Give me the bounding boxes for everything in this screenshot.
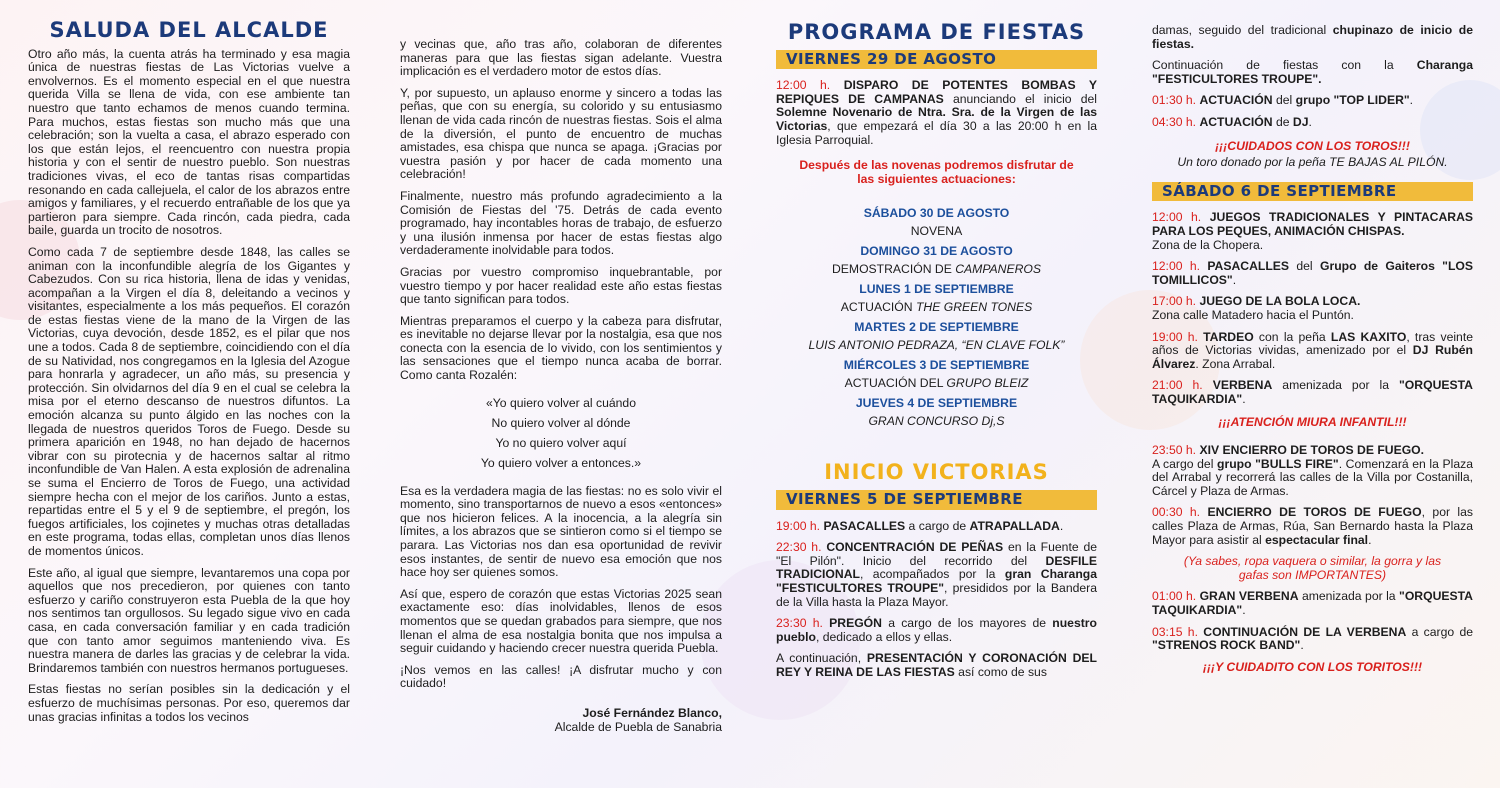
event-text: Zona calle Matadero hacia el Puntón. <box>1152 307 1354 322</box>
event-item <box>776 79 1097 147</box>
saluda-paragraph: Otro año más, la cuenta atrás ha terminado y esa magia única de nuestras fiestas de Las Victorias vuelve a envolvernos. Es el momento especial en el que nuestra querida Villa se llena de vida, con ese ambiente tan nuestro que tanto echamos de menos cuando termina. Para muchos, estas fiestas son mucho más que una celebración; son la vuelta a casa, el abrazo esperado con los que están lejos, el reencuentro con nuestra propia historia y con el sentir de nuestro pueblo. Son nuestras tradiciones vivas, el eco de tantas risas compartidas resonando en cada callejuela, el calor de los abrazos entre amigos y familiares, y el recuerdo entrañable de los que ya partieron para siempre. Cada rincón, cada piedra, cada baile, guarda un trocito de nosotros. <box>28 46 350 238</box>
event-title: JUEGO DE LA BOLA LOCA. <box>1199 294 1361 309</box>
novena-item <box>776 280 1097 316</box>
event-text: . Comenzará en la Plaza del Arrabal y recorrerá las calles de la Villa por Costanilla, Cárcel y Plaza de Armas. <box>1152 456 1473 498</box>
novena-day: LUNES 1 DE SEPTIEMBRE <box>859 282 1014 297</box>
event-text: de <box>1272 114 1293 129</box>
novena-day: MARTES 2 DE SEPTIEMBRE <box>854 320 1019 335</box>
event-time: 21:00 h. <box>1152 378 1203 393</box>
event-item: 21:00 h. VERBENA amenizada por la "ORQUESTA TAQUIKARDIA". <box>1152 378 1473 406</box>
event-text: del <box>1272 93 1296 108</box>
novena-item <box>776 356 1097 392</box>
event-time: 12:00 h. <box>776 78 831 93</box>
novena-day: MIÉRCOLES 3 DE SEPTIEMBRE <box>843 358 1030 373</box>
inicio-title: INICIO VICTORIAS <box>824 460 1049 485</box>
novena-item <box>776 242 1097 278</box>
event-time: 23:50 h. <box>1152 443 1197 458</box>
novena-act-italic: THE GREEN TONES <box>915 300 1033 315</box>
signature-name: José Fernández Blanco, <box>582 705 722 720</box>
saluda-paragraph: y vecinas que, año tras año, colaboran de diferentes maneras para que las fiestas sigan adelante. Vuestra implicación es el verdadero motor de estos días. <box>400 37 722 79</box>
event-title: JUEGOS TRADICIONALES Y PINTACARAS PARA LOS PEQUES, ANIMACIÓN CHISPAS. <box>1152 210 1473 238</box>
event-time: 12:00 h. <box>1152 210 1202 225</box>
warning-block <box>1152 140 1473 170</box>
event-item <box>776 652 1097 679</box>
event-highlight: gran Charanga "FESTICULTORES TROUPE" <box>776 567 1097 595</box>
novena-act-italic: GRUPO BLEIZ <box>946 376 1029 391</box>
saluda-paragraph: Mientras preparamos el cuerpo y la cabeza para disfrutar, es inevitable no dejarse llevar por la nostalgia, esa que nos conecta con la esencia de lo vivido, con los sentimientos y las sensaciones que el tiempo nunca acaba de borrar. Como canta Rozalén: <box>400 313 722 383</box>
saluda-title: SALUDA DEL ALCALDE <box>49 18 329 42</box>
saluda-paragraph: Así que, espero de corazón que estas Victorias 2025 sean exactamente eso: días inolvidables, llenos de esos momentos que se quedan grabados para siempre, que nos llenan el alma de esa nostalgia bonita que nos impulsa a seguir cuidando y haciendo crecer nuestra querida Puebla. <box>400 586 722 656</box>
event-highlight: DESFILE TRADICIONAL <box>776 553 1097 582</box>
event-item <box>1152 295 1473 322</box>
event-item: 04:30 h. ACTUACIÓN de DJ. <box>1152 114 1312 129</box>
event-title: ACTUACIÓN <box>1199 93 1273 108</box>
event-time: 19:00 h. <box>1152 329 1198 344</box>
saluda-paragraph: Este año, al igual que siempre, levantaremos una copa por aquellos que nos precedieron, por quienes con tanto esfuerzo y cariño construyeron esta Puebla de la que hoy nos sentimos tan orgullosos. Su legado sigue vivo en cada casa, en cada conversación familiar y en cada tradición que con tanto amor seguimos manteniendo viva. Es nuestra manera de darles las gracias y de celebrar la vida. Brindaremos también con nuestros hermanos portugueses. <box>28 565 350 675</box>
event-title: VERBENA <box>1212 378 1273 393</box>
saluda-paragraph: Finalmente, nuestro más profundo agradecimiento a la Comisión de Fiestas del '75. Detrás de cada evento programado, hay incontables horas de trabajo, de esfuerzo y una ilusión inmensa por hacer de estas fiestas algo verdaderamente inolvidable para todos. <box>400 188 722 258</box>
event-text: amenizada por la <box>1272 378 1400 393</box>
event-title: CONTINUACIÓN DE LA VERBENA <box>1203 624 1407 639</box>
event-highlight: "ORQUESTA TAQUIKARDIA" <box>1152 378 1473 406</box>
event-item <box>776 617 1097 644</box>
event-time: 01:30 h. <box>1152 93 1197 108</box>
song-verse <box>400 393 722 473</box>
event-highlight: ATRAPALLADA <box>969 518 1060 533</box>
day-band: SÁBADO 6 DE SEPTIEMBRE <box>1152 182 1473 202</box>
novenas-list <box>776 204 1097 430</box>
event-title: CONCENTRACIÓN DE PEÑAS <box>826 540 1004 555</box>
event-text: damas, seguido del tradicional <box>1152 23 1333 37</box>
saluda-paragraph: Estas fiestas no serían posibles sin la dedicación y el esfuerzo de muchísimas personas. Por eso, queremos dar unas gracias infinitas a todos los vecinos <box>28 682 350 724</box>
event-item <box>1152 331 1473 372</box>
event-title: ENCIERRO DE TOROS DE FUEGO <box>1207 505 1422 520</box>
event-highlight: Charanga "FESTICULTORES TROUPE". <box>1152 58 1473 86</box>
event-text: . Zona Arrabal. <box>1195 356 1276 371</box>
column-programa <box>776 0 1097 687</box>
novena-day: SÁBADO 30 DE AGOSTO <box>863 206 1010 221</box>
event-text: del <box>1289 259 1320 274</box>
event-title: DISPARO DE POTENTES BOMBAS Y REPIQUES DE CAMPANAS <box>776 78 1098 106</box>
verse-line: Yo quiero volver a entonces.» <box>480 455 642 470</box>
event-highlight: chupinazo de inicio de fiestas. <box>1152 23 1473 51</box>
event-text: amenizada por la <box>1298 589 1400 604</box>
verse-line: Yo no quiero volver aquí <box>495 435 627 450</box>
event-title: ACTUACIÓN <box>1199 114 1273 129</box>
event-time: 01:00 h. <box>1152 589 1197 604</box>
event-text: , por las calles Plaza de Armas, Rúa, San Bernardo hasta la Plaza Mayor para asistir al <box>1152 505 1473 547</box>
saluda-paragraph: Como cada 7 de septiembre desde 1848, las calles se animan con la inconfundible alegría de los Gigantes y Cabezudos. Con su rica historia, llena de idas y venidas, acompañan a la Virgen el día 8, deleitando a vecinos y visitantes, especialmente a los más pequeños. El corazón de estas fiestas viene de la mano de la Virgen de las Victorias, cuya devoción, desde 1852, es el pilar que nos une a todos. Cada 8 de septiembre, coincidiendo con el día de su Natividad, nos congregamos en la Iglesia del Azogue para honrarla y agradecer, un año más, su presencia y protección. Sin olvidarnos del día 9 en el cual se celebra la misa por el eterno descanso de nuestros difuntos. La emoción alcanza su punto álgido en las noches con la llegada de nuestros queridos Toros de Fuego. Desde su primera aparición en 1948, no han dejado de hacernos vibrar con su pirotecnia y de hacernos saltar al ritmo inconfundible de Van Halen. A esta explosión de adrenalina se suma el Encierro de Toros de Fuego, una actividad siempre hecha con el mejor de los cariños. Junto a estas, repartidas entre el 5 y el 9 de septiembre, el pregón, los fuegos artificiales, los cojinetes y muchas otras detalladas en este programa, todas ellas, completan unos días llenos de momentos únicos. <box>28 244 350 558</box>
signature-role: Alcalde de Puebla de Sanabria <box>554 719 722 734</box>
event-text: , que empezará el día 30 a las 20:00 h en la Iglesia Parroquial. <box>776 118 1097 147</box>
event-time: 03:15 h. <box>1152 624 1198 639</box>
event-highlight: nuestro pueblo <box>776 616 1097 644</box>
novena-day: JUEVES 4 DE SEPTIEMBRE <box>855 396 1018 411</box>
event-item: 03:15 h. CONTINUACIÓN DE LA VERBENA a cargo de "STRENOS ROCK BAND". <box>1152 624 1473 653</box>
novena-item <box>776 204 1097 240</box>
novena-act-italic: LUIS ANTONIO PEDRAZA, “EN CLAVE FOLK” <box>808 338 1065 353</box>
warning-text: ¡¡¡ATENCIÓN MIURA INFANTIL!!! <box>1218 415 1407 430</box>
event-text: , tras veinte años de Victorias vividas, amenizado por el <box>1152 329 1473 358</box>
day-band: VIERNES 29 DE AGOSTO <box>776 50 1097 70</box>
novenas-intro: Después de las novenas podremos disfrutar de las siguientes actuaciones: <box>799 158 1074 186</box>
event-text: Continuación de fiestas con la <box>1152 58 1417 73</box>
event-highlight: LAS KAXITO <box>1330 329 1407 344</box>
event-highlight: "STRENOS ROCK BAND" <box>1152 638 1301 653</box>
event-highlight: Grupo de Gaiteros "LOS TOMILLICOS" <box>1152 259 1473 287</box>
warning-text: ¡¡¡Y CUIDADITO CON LOS TORITOS!!! <box>1202 659 1423 674</box>
event-highlight: Solemne Novenario de Ntra. Sra. de la Virgen de las Victorias <box>776 105 1097 133</box>
event-item: 01:00 h. GRAN VERBENA amenizada por la "ORQUESTA TAQUIKARDIA". <box>1152 589 1473 617</box>
novena-act: ACTUACIÓN DEL <box>844 376 947 391</box>
event-time: 19:00 h. <box>776 518 821 533</box>
event-item: 00:30 h. ENCIERRO DE TOROS DE FUEGO, por las calles Plaza de Armas, Rúa, San Bernardo hasta la Plaza Mayor para asistir al espectacular final. <box>1152 505 1473 547</box>
event-item <box>1152 59 1473 86</box>
saluda-paragraph: Y, por supuesto, un aplauso enorme y sincero a todas las peñas, que con su energía, su colorido y su entusiasmo llenan de vida cada rincón de nuestras fiestas. Sois el alma de la diversión, el punto de encuentro de muchas amistades, esa chispa que nunca se apaga. ¡Gracias por vuestra pasión y por hacer de cada momento una celebración! <box>400 85 722 182</box>
event-time: 00:30 h. <box>1152 505 1201 520</box>
event-time: 04:30 h. <box>1152 114 1197 129</box>
column-saluda-cont <box>400 0 722 734</box>
novena-item <box>776 318 1097 354</box>
event-highlight: DJ <box>1292 114 1309 129</box>
event-text: a cargo de los mayores de <box>881 616 1053 631</box>
warning-subtext: Un toro donado por la peña TE BAJAS AL PILÓN. <box>1177 155 1448 170</box>
event-highlight: grupo "BULLS FIRE" <box>1217 456 1339 471</box>
event-text: A continuación, <box>776 651 867 666</box>
event-highlight: "ORQUESTA TAQUIKARDIA" <box>1152 589 1473 617</box>
event-title: XIV ENCIERRO DE TOROS DE FUEGO. <box>1199 443 1425 458</box>
event-item <box>1152 24 1473 51</box>
novena-act: NOVENA <box>910 224 963 239</box>
novena-item <box>776 394 1097 430</box>
event-text: en la Fuente de "El Pilón". Inicio del recorrido del <box>776 540 1097 568</box>
column-saluda <box>28 0 350 732</box>
event-item: 12:00 h. PASACALLES del Grupo de Gaiteros "LOS TOMILLICOS". <box>1152 259 1473 287</box>
event-item: 01:30 h. ACTUACIÓN del grupo "TOP LIDER". <box>1152 93 1414 108</box>
event-time: 17:00 h. <box>1152 294 1197 309</box>
novena-act-italic: GRAN CONCURSO Dj,S <box>868 414 1005 429</box>
event-highlight: DJ Rubén Álvarez <box>1152 343 1473 371</box>
event-time: 22:30 h. <box>776 540 822 555</box>
verse-line: No quiero volver al dónde <box>491 415 631 430</box>
saluda-paragraph: Esa es la verdadera magia de las fiestas: no es solo vivir el momento, sino transportarnos de nuevo a esos «entonces» que nos hicieron felices. A la inocencia, a la alegría sin límites, a los abrazos que se sintieron como si el tiempo se parara. Las Victorias nos dan esa oportunidad de revivir esos instantes, de sentir de nuevo esa emoción que nos hace hoy ser quienes somos. <box>400 483 722 580</box>
column-programa-cont <box>1152 0 1473 674</box>
novena-day: DOMINGO 31 DE AGOSTO <box>860 244 1013 259</box>
programa-title: PROGRAMA DE FIESTAS <box>787 20 1086 44</box>
event-text: , dedicado a ellos y ellas. <box>815 629 953 644</box>
saluda-paragraph: Gracias por vuestro compromiso inquebrantable, por vuestro tiempo y por hacer realidad este año estas fiestas que tanto significan para todos. <box>400 264 722 307</box>
event-text: a cargo de <box>905 518 970 533</box>
event-title: PREGÓN <box>829 616 882 631</box>
novena-act: ACTUACIÓN <box>840 300 916 315</box>
event-title: PASACALLES <box>1207 259 1290 274</box>
event-time: 12:00 h. <box>1152 259 1200 274</box>
event-highlight: grupo "TOP LIDER" <box>1295 93 1410 108</box>
event-highlight: PRESENTACIÓN Y CORONACIÓN DEL REY Y REINA DE LAS FIESTAS <box>776 651 1097 679</box>
event-time: 23:30 h. <box>776 616 823 631</box>
event-title: TARDEO <box>1203 329 1254 344</box>
day-band: VIERNES 5 DE SEPTIEMBRE <box>776 490 1097 510</box>
event-item <box>776 541 1097 609</box>
novena-act: DEMOSTRACIÓN DE <box>831 262 956 277</box>
event-text: anunciando el inicio del <box>952 91 1097 106</box>
novena-act-italic: CAMPANEROS <box>955 262 1042 277</box>
event-text: así como de sus <box>954 664 1047 679</box>
event-text: Zona de la Chopera. <box>1152 237 1264 252</box>
event-text: A cargo del <box>1152 456 1218 471</box>
event-text: con la peña <box>1253 329 1331 344</box>
event-item <box>1152 444 1473 498</box>
event-highlight: espectacular final <box>1265 532 1369 547</box>
event-item <box>1152 211 1473 252</box>
event-text: , acompañados por la <box>859 567 1005 582</box>
event-title: PASACALLES <box>823 518 906 533</box>
event-item: 19:00 h. PASACALLES a cargo de ATRAPALLADA. <box>776 518 1064 533</box>
verse-line: «Yo quiero volver al cuándo <box>486 395 636 410</box>
event-text: , presididos por la Bandera de la Villa hasta la Plaza Mayor. <box>776 580 1097 609</box>
event-title: GRAN VERBENA <box>1199 589 1299 604</box>
dress-note: (Ya sabes, ropa vaquera o similar, la gorra y las gafas son IMPORTANTES) <box>1183 554 1442 582</box>
saluda-paragraph: ¡Nos vemos en las calles! ¡A disfrutar mucho y con cuidado! <box>400 662 722 691</box>
warning-text: ¡¡¡CUIDADOS CON LOS TOROS!!! <box>1215 138 1410 153</box>
event-text: a cargo de <box>1406 624 1473 639</box>
signature <box>400 707 722 734</box>
